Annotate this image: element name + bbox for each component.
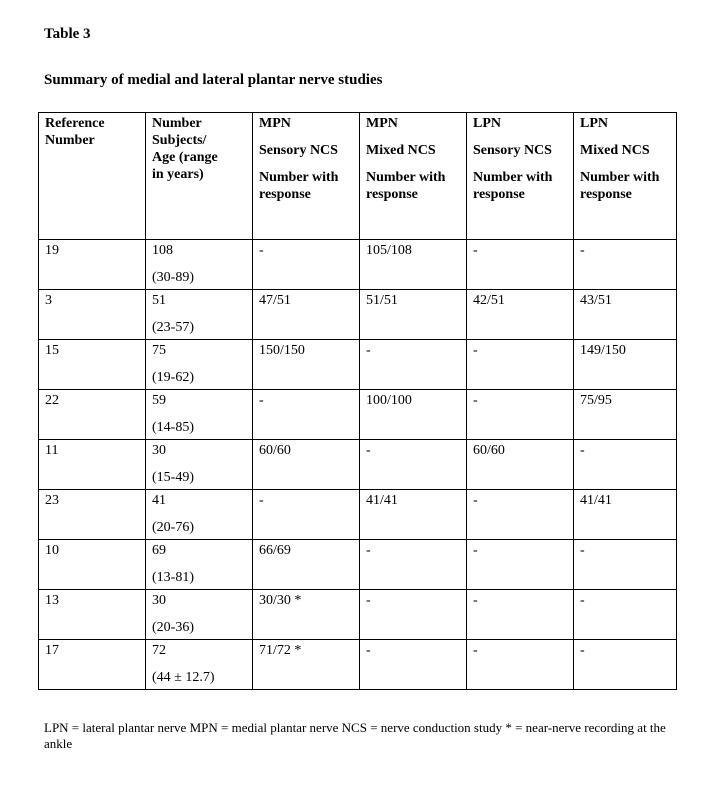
cell-lpn-sensory: - xyxy=(467,640,574,690)
summary-table xyxy=(38,112,677,690)
header-line: response xyxy=(580,187,632,202)
table-caption: Summary of medial and lateral plantar nerve studies xyxy=(44,72,383,88)
header-line: response xyxy=(473,187,525,202)
header-mpn-mixed xyxy=(360,113,467,240)
header-line: response xyxy=(259,187,311,202)
header-line: Number xyxy=(45,133,95,148)
cell-mpn-sensory: - xyxy=(253,240,360,290)
cell-mpn-sensory: 60/60 xyxy=(253,440,360,490)
cell-subjects-age xyxy=(146,540,253,590)
cell-lpn-mixed: - xyxy=(574,440,677,490)
header-nerve: MPN xyxy=(366,116,398,131)
cell-age-range: (23-57) xyxy=(152,320,194,335)
table-row xyxy=(39,440,677,490)
header-line: Number with xyxy=(366,170,446,185)
cell-reference: 17 xyxy=(39,640,146,690)
header-mpn-sensory xyxy=(253,113,360,240)
header-reference-number xyxy=(39,113,146,240)
cell-reference: 3 xyxy=(39,290,146,340)
cell-subjects: 41 xyxy=(152,493,166,508)
cell-lpn-mixed: 43/51 xyxy=(574,290,677,340)
table-row xyxy=(39,290,677,340)
cell-lpn-mixed: - xyxy=(574,540,677,590)
cell-subjects-age xyxy=(146,240,253,290)
cell-lpn-sensory: - xyxy=(467,340,574,390)
table-row xyxy=(39,390,677,440)
cell-subjects: 59 xyxy=(152,393,166,408)
table-row xyxy=(39,590,677,640)
cell-age-range: (30-89) xyxy=(152,270,194,285)
cell-mpn-mixed: - xyxy=(360,540,467,590)
cell-mpn-sensory: 47/51 xyxy=(253,290,360,340)
cell-lpn-mixed: - xyxy=(574,590,677,640)
cell-lpn-sensory: - xyxy=(467,490,574,540)
table-row xyxy=(39,490,677,540)
header-line: Number with xyxy=(580,170,660,185)
cell-mpn-sensory: 30/30 * xyxy=(253,590,360,640)
cell-lpn-mixed: 149/150 xyxy=(574,340,677,390)
cell-lpn-sensory: - xyxy=(467,540,574,590)
cell-subjects-age xyxy=(146,590,253,640)
cell-subjects: 108 xyxy=(152,243,173,258)
header-study: Mixed NCS xyxy=(366,143,436,158)
cell-lpn-sensory: - xyxy=(467,390,574,440)
cell-subjects: 75 xyxy=(152,343,166,358)
cell-age-range: (44 ± 12.7) xyxy=(152,670,215,685)
cell-lpn-sensory: 60/60 xyxy=(467,440,574,490)
cell-lpn-mixed: - xyxy=(574,640,677,690)
cell-reference: 22 xyxy=(39,390,146,440)
table-row xyxy=(39,540,677,590)
cell-age-range: (19-62) xyxy=(152,370,194,385)
header-nerve: LPN xyxy=(580,116,608,131)
cell-mpn-mixed: - xyxy=(360,640,467,690)
header-subjects-age xyxy=(146,113,253,240)
cell-reference: 23 xyxy=(39,490,146,540)
header-line: in years) xyxy=(152,167,204,182)
header-line: Age (range xyxy=(152,150,218,165)
cell-subjects: 30 xyxy=(152,443,166,458)
cell-subjects-age xyxy=(146,290,253,340)
header-lpn-mixed xyxy=(574,113,677,240)
cell-subjects-age xyxy=(146,390,253,440)
header-lpn-sensory xyxy=(467,113,574,240)
header-study: Mixed NCS xyxy=(580,143,650,158)
cell-mpn-mixed: 51/51 xyxy=(360,290,467,340)
cell-subjects-age xyxy=(146,440,253,490)
cell-subjects-age xyxy=(146,490,253,540)
header-nerve: LPN xyxy=(473,116,501,131)
header-row xyxy=(39,113,677,240)
header-line: Number xyxy=(152,116,202,131)
cell-reference: 19 xyxy=(39,240,146,290)
cell-mpn-mixed: - xyxy=(360,440,467,490)
cell-subjects-age xyxy=(146,340,253,390)
cell-subjects: 51 xyxy=(152,293,166,308)
header-line: Number with xyxy=(259,170,339,185)
cell-age-range: (20-76) xyxy=(152,520,194,535)
cell-mpn-mixed: - xyxy=(360,340,467,390)
cell-reference: 13 xyxy=(39,590,146,640)
cell-mpn-sensory: 150/150 xyxy=(253,340,360,390)
cell-lpn-mixed: 41/41 xyxy=(574,490,677,540)
table-row xyxy=(39,640,677,690)
cell-lpn-sensory: 42/51 xyxy=(467,290,574,340)
cell-mpn-mixed: 105/108 xyxy=(360,240,467,290)
cell-lpn-sensory: - xyxy=(467,240,574,290)
cell-mpn-mixed: 41/41 xyxy=(360,490,467,540)
header-nerve: MPN xyxy=(259,116,291,131)
table-number: Table 3 xyxy=(44,26,91,42)
cell-reference: 15 xyxy=(39,340,146,390)
cell-mpn-sensory: 71/72 * xyxy=(253,640,360,690)
cell-subjects-age xyxy=(146,640,253,690)
table-row xyxy=(39,340,677,390)
cell-age-range: (13-81) xyxy=(152,570,194,585)
header-line: Subjects/ xyxy=(152,133,207,148)
header-line: Number with xyxy=(473,170,553,185)
cell-mpn-mixed: 100/100 xyxy=(360,390,467,440)
cell-subjects: 69 xyxy=(152,543,166,558)
header-study: Sensory NCS xyxy=(259,143,338,158)
cell-age-range: (15-49) xyxy=(152,470,194,485)
cell-age-range: (20-36) xyxy=(152,620,194,635)
header-line: response xyxy=(366,187,418,202)
cell-mpn-sensory: - xyxy=(253,490,360,540)
cell-lpn-sensory: - xyxy=(467,590,574,640)
header-study: Sensory NCS xyxy=(473,143,552,158)
table-footnote: LPN = lateral plantar nerve MPN = medial plantar nerve NCS = nerve conduction study * = near-nerve recording at the ankle xyxy=(44,720,666,751)
header-line: Reference xyxy=(45,116,105,131)
cell-lpn-mixed: - xyxy=(574,240,677,290)
cell-reference: 10 xyxy=(39,540,146,590)
cell-age-range: (14-85) xyxy=(152,420,194,435)
cell-lpn-mixed: 75/95 xyxy=(574,390,677,440)
cell-subjects: 30 xyxy=(152,593,166,608)
cell-mpn-sensory: 66/69 xyxy=(253,540,360,590)
cell-subjects: 72 xyxy=(152,643,166,658)
cell-mpn-sensory: - xyxy=(253,390,360,440)
cell-reference: 11 xyxy=(39,440,146,490)
table-row xyxy=(39,240,677,290)
cell-mpn-mixed: - xyxy=(360,590,467,640)
